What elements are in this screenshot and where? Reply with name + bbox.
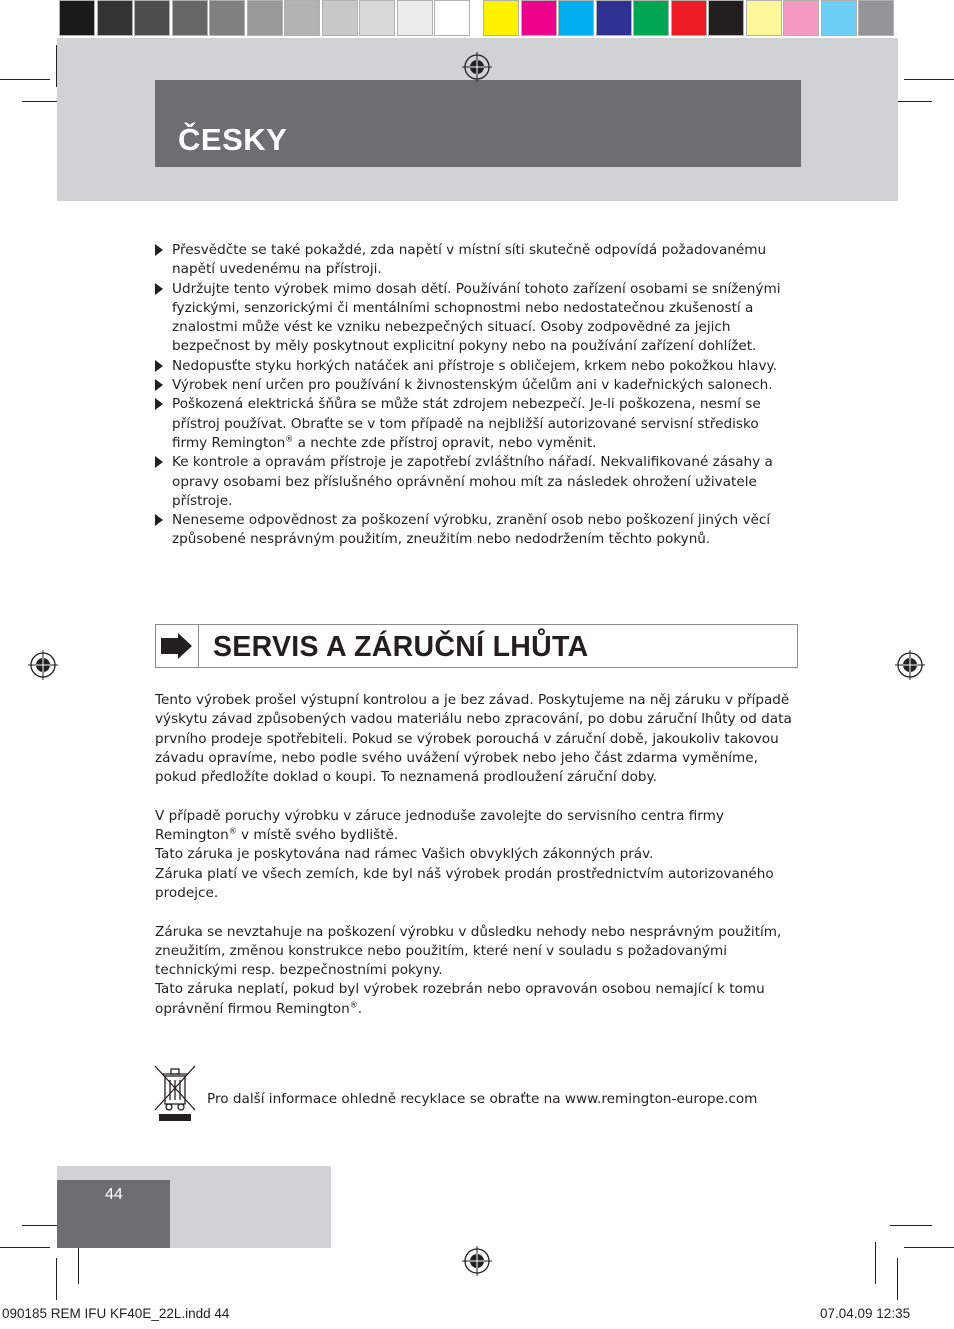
crossed-bin-icon [153,1064,197,1122]
file-slug: 090185 REM IFU KF40E_22L.indd 44 [2,1306,230,1321]
bullet-triangle-icon [155,244,163,256]
safety-list [155,241,795,550]
color-swatch [746,0,782,36]
color-swatch [558,0,594,36]
color-swatch [821,0,857,36]
color-swatch [783,0,819,36]
color-swatch [247,0,283,36]
paragraph: Tento výrobek prošel výstupní kontrolou a je bez závad. Poskytujeme na něj záruku v případě výskytu závad způsobených vadou materiálu nebo zpracování, po dobu záruční lhůty od data prvního prodeje spotřebiteli. Pokud se výrobek porouchá v záruční době, jakoukoliv takovou závadu opravíme, nebo podle svého uvážení výrobek nebo jeho část zdarma vyměníme, pokud předložíte doklad o koupi. To neznamená prodloužení záruční doby. [155,692,792,786]
color-swatch [521,0,557,36]
color-swatch [359,0,395,36]
arrow-right-icon [156,625,198,667]
paragraph: V případě poruchy výrobku v záruce jednoduše zavolejte do servisního centra firmy Remington® v místě svého bydliště. [155,807,724,844]
color-swatch [708,0,744,36]
section-icon-box [156,625,199,667]
paragraph: Tato záruka neplatí, pokud byl výrobek rozebrán nebo opravován osobou nemající k tomu oprávnění firmou Remington®. [155,981,765,1017]
paragraph: Tato záruka je poskytována nad rámec Vašich obvyklých zákonných práv. [155,846,654,863]
page-number: 44 [105,1186,123,1203]
grayscale-color-bar [59,0,472,38]
color-swatch [322,0,358,36]
page-title: ČESKY [178,122,288,157]
color-swatch [284,0,320,36]
color-swatch [858,0,894,36]
color-swatch [633,0,669,36]
color-swatch [434,0,470,36]
list-item: Neneseme odpovědnost za poškození výrobku, zranění osob nebo poškození jiných věcí způsobené nesprávným použitím, zneužitím nebo nedodržením těchto pokynů. [155,511,795,550]
registration-mark-icon [462,52,492,82]
bullet-triangle-icon [155,398,163,410]
registration-mark-icon [28,650,58,680]
color-swatch [172,0,208,36]
list-item: Ke kontrole a opravám přístroje je zapotřebí zvláštního nářadí. Nekvalifikované zásahy a opravy osobami bez příslušného oprávnění mohou mít za následek ohrožení uživatele přístroje. [155,453,795,511]
bullet-triangle-icon [155,360,163,372]
list-item: Přesvědčte se také pokaždé, zda napětí v místní síti skutečně odpovídá požadovanému napětí uvedenému na přístroji. [155,241,795,280]
warranty-text [155,691,795,1019]
list-item: Udržujte tento výrobek mimo dosah dětí. Používání tohoto zařízení osobami se sníženými fyzickými, senzorickými či mentálními schopnostmi nebo nedostatečnou zkušeností a znalostmi může vést ke vzniku nebezpečných situací. Osoby zodpovědné za jejich bezpečnost by měly poskytnout explicitní pokyny nebo na používání zařízení dohlížet. [155,280,795,357]
date-slug: 07.04.09 12:35 [820,1306,911,1321]
color-swatch [596,0,632,36]
color-swatch [134,0,170,36]
process-color-bar [483,0,896,38]
color-swatch [483,0,519,36]
color-swatch [209,0,245,36]
list-item: Nedopusťte styku horkých natáček ani přístroje s obličejem, krkem nebo pokožkou hlavy. [155,357,795,376]
bullet-triangle-icon [155,283,163,295]
paragraph: Záruka se nevztahuje na poškození výrobku v důsledku nehody nebo nesprávným použitím, zneužitím, změnou konstrukce nebo použitím, které není v souladu s požadovanými technickými resp. bezpečnostními pokyny. [155,923,782,979]
section-title: SERVIS A ZÁRUČNÍ LHŮTA [213,631,589,663]
color-swatch [397,0,433,36]
registration-mark-icon [462,1246,492,1276]
bullet-triangle-icon [155,379,163,391]
list-item: Poškozená elektrická šňůra se může stát zdrojem nebezpečí. Je-li poškozena, nesmí se přístroj používat. Obraťte se v tom případě na nejbližší autorizované servisní středisko firmy Remington® a nechte zde přístroj opravit, nebo vyměnit. [155,395,795,453]
list-item: Výrobek není určen pro používání k živnostenským účelům ani v kadeřnických salonech. [155,376,795,395]
color-swatch [97,0,133,36]
color-swatch [671,0,707,36]
bullet-triangle-icon [155,514,163,526]
paragraph: Záruka platí ve všech zemích, kde byl náš výrobek prodán prostřednictvím autorizovaného prodejce. [155,865,774,901]
registration-mark-icon [895,650,925,680]
color-swatch [59,0,95,36]
bullet-triangle-icon [155,456,163,468]
recycling-info: Pro další informace ohledně recyklace se obraťte na www.remington-europe.com [207,1091,758,1107]
